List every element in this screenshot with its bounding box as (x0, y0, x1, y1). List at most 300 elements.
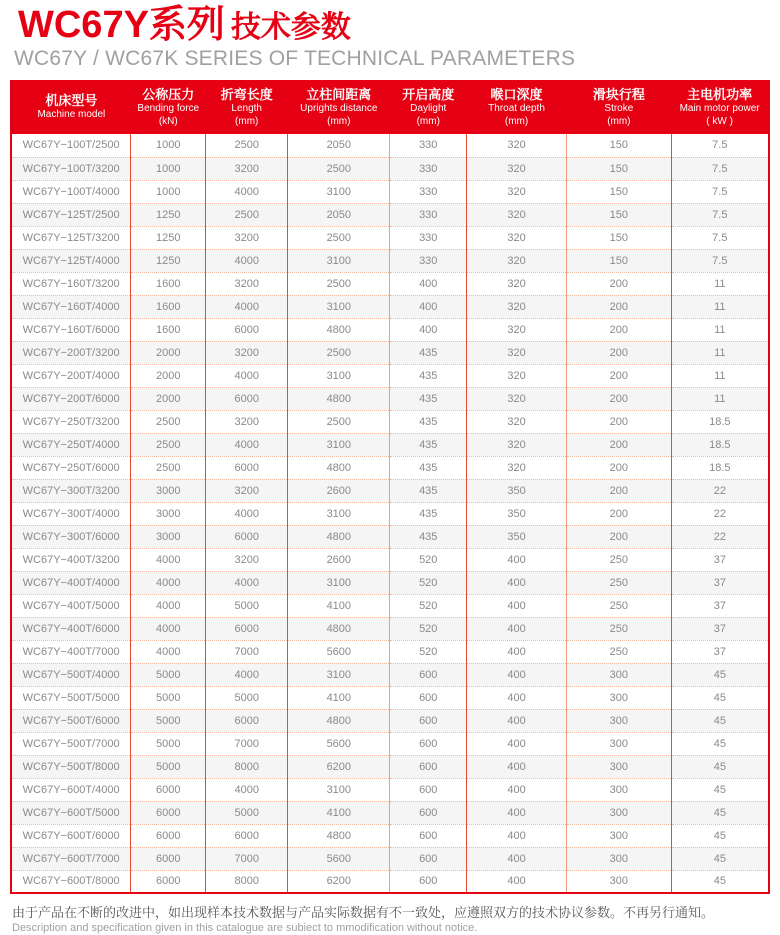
cell-throat_depth: 350 (467, 479, 567, 502)
cell-model: WC67Y−250T/3200 (11, 410, 131, 433)
cell-length: 3200 (206, 157, 288, 180)
cell-main_motor_power: 7.5 (671, 180, 769, 203)
cell-main_motor_power: 11 (671, 295, 769, 318)
cell-model: WC67Y−400T/7000 (11, 640, 131, 663)
cell-model: WC67Y−200T/4000 (11, 364, 131, 387)
cell-daylight: 600 (390, 870, 467, 893)
cell-uprights_distance: 6200 (288, 870, 390, 893)
cell-length: 7000 (206, 732, 288, 755)
cell-bending_force: 2500 (131, 410, 206, 433)
cell-stroke: 150 (567, 249, 672, 272)
cell-uprights_distance: 2050 (288, 134, 390, 157)
cell-daylight: 330 (390, 203, 467, 226)
table-row (11, 134, 769, 157)
cell-stroke: 300 (567, 709, 672, 732)
cell-stroke: 150 (567, 180, 672, 203)
cell-length: 4000 (206, 502, 288, 525)
cell-stroke: 250 (567, 617, 672, 640)
table-row (11, 548, 769, 571)
cell-stroke: 200 (567, 318, 672, 341)
cell-main_motor_power: 37 (671, 594, 769, 617)
cell-uprights_distance: 5600 (288, 640, 390, 663)
cell-bending_force: 5000 (131, 732, 206, 755)
table-row (11, 272, 769, 295)
cell-bending_force: 6000 (131, 847, 206, 870)
cell-throat_depth: 400 (467, 686, 567, 709)
cell-model: WC67Y−400T/5000 (11, 594, 131, 617)
cell-stroke: 300 (567, 824, 672, 847)
cell-uprights_distance: 4800 (288, 709, 390, 732)
cell-stroke: 150 (567, 203, 672, 226)
table-row (11, 594, 769, 617)
table-row (11, 778, 769, 801)
table-row (11, 456, 769, 479)
cell-daylight: 520 (390, 640, 467, 663)
table-row (11, 617, 769, 640)
cell-length: 3200 (206, 548, 288, 571)
cell-daylight: 400 (390, 295, 467, 318)
cell-uprights_distance: 3100 (288, 502, 390, 525)
cell-daylight: 435 (390, 456, 467, 479)
cell-daylight: 435 (390, 479, 467, 502)
cell-uprights_distance: 4800 (288, 387, 390, 410)
cell-main_motor_power: 45 (671, 801, 769, 824)
cell-daylight: 330 (390, 180, 467, 203)
cell-main_motor_power: 18.5 (671, 433, 769, 456)
cell-length: 5000 (206, 801, 288, 824)
table-row (11, 640, 769, 663)
cell-model: WC67Y−125T/4000 (11, 249, 131, 272)
cell-length: 6000 (206, 525, 288, 548)
cell-stroke: 200 (567, 479, 672, 502)
cell-daylight: 600 (390, 709, 467, 732)
title-series: WC67Y系列 (18, 4, 225, 46)
cell-uprights_distance: 3100 (288, 364, 390, 387)
cell-stroke: 300 (567, 870, 672, 893)
cell-throat_depth: 350 (467, 502, 567, 525)
cell-uprights_distance: 2600 (288, 548, 390, 571)
cell-uprights_distance: 3100 (288, 778, 390, 801)
cell-bending_force: 4000 (131, 594, 206, 617)
cell-model: WC67Y−600T/5000 (11, 801, 131, 824)
cell-daylight: 600 (390, 801, 467, 824)
cell-stroke: 250 (567, 571, 672, 594)
col-header-length: 折弯长度 Length (mm) (206, 81, 288, 134)
table-row (11, 433, 769, 456)
cell-stroke: 300 (567, 778, 672, 801)
cell-throat_depth: 400 (467, 732, 567, 755)
table-row (11, 341, 769, 364)
cell-bending_force: 1600 (131, 295, 206, 318)
cell-main_motor_power: 7.5 (671, 226, 769, 249)
cell-stroke: 150 (567, 157, 672, 180)
cell-model: WC67Y−400T/3200 (11, 548, 131, 571)
table-row (11, 226, 769, 249)
cell-model: WC67Y−300T/6000 (11, 525, 131, 548)
cell-uprights_distance: 4800 (288, 525, 390, 548)
table-row (11, 318, 769, 341)
cell-model: WC67Y−600T/8000 (11, 870, 131, 893)
cell-main_motor_power: 7.5 (712, 139, 728, 152)
cell-main_motor_power: 37 (671, 617, 769, 640)
page-subtitle: WC67Y / WC67K SERIES OF TECHNICAL PARAMETERS (14, 46, 576, 70)
page-title (18, 6, 770, 45)
cell-uprights_distance: 2600 (288, 479, 390, 502)
cell-main_motor_power: 37 (671, 548, 769, 571)
cell-uprights_distance: 4800 (288, 824, 390, 847)
col-header-stroke: 滑块行程 Stroke (mm) (567, 81, 672, 134)
cell-model: WC67Y−125T/3200 (11, 226, 131, 249)
table-row (11, 249, 769, 272)
cell-uprights_distance: 4100 (288, 801, 390, 824)
table-row (11, 525, 769, 548)
cell-throat_depth: 320 (467, 203, 567, 226)
cell-model: WC67Y−600T/4000 (11, 778, 131, 801)
cell-stroke: 200 (567, 433, 672, 456)
cell-throat_depth: 400 (467, 640, 567, 663)
cell-throat_depth: 400 (467, 663, 567, 686)
cell-throat_depth: 320 (467, 433, 567, 456)
cell-uprights_distance: 2500 (288, 341, 390, 364)
spec-table (10, 80, 770, 894)
cell-throat_depth: 320 (467, 272, 567, 295)
cell-throat_depth: 400 (467, 709, 567, 732)
cell-main_motor_power: 22 (671, 479, 769, 502)
cell-throat_depth: 400 (467, 755, 567, 778)
table-row (11, 479, 769, 502)
cell-length: 7000 (206, 847, 288, 870)
title-suffix: 技术参数 (230, 11, 351, 44)
cell-throat_depth: 400 (467, 778, 567, 801)
cell-length: 2500 (206, 203, 288, 226)
cell-bending_force: 1250 (131, 249, 206, 272)
cell-daylight: 435 (390, 433, 467, 456)
cell-bending_force: 4000 (131, 548, 206, 571)
cell-bending_force: 2500 (131, 433, 206, 456)
cell-model: WC67Y−300T/4000 (11, 502, 131, 525)
table-row (11, 387, 769, 410)
cell-daylight: 520 (390, 594, 467, 617)
cell-bending_force: 1000 (131, 180, 206, 203)
cell-main_motor_power: 18.5 (671, 410, 769, 433)
cell-main_motor_power: 45 (671, 663, 769, 686)
cell-main_motor_power: 45 (671, 755, 769, 778)
cell-daylight: 330 (390, 226, 467, 249)
cell-length: 4000 (206, 663, 288, 686)
cell-length: 6000 (206, 387, 288, 410)
cell-throat_depth: 320 (467, 157, 567, 180)
cell-uprights_distance: 3100 (288, 249, 390, 272)
spec-table-body (11, 134, 769, 893)
cell-bending_force: 1000 (131, 157, 206, 180)
cell-model: WC67Y−125T/2500 (11, 203, 131, 226)
cell-length: 8000 (206, 870, 288, 893)
cell-bending_force: 5000 (131, 755, 206, 778)
col-header-bending_force: 公称压力 Bending force (kN) (131, 81, 206, 134)
cell-stroke: 150 (567, 134, 672, 157)
cell-model: WC67Y−160T/4000 (11, 295, 131, 318)
cell-main_motor_power: 22 (671, 525, 769, 548)
table-row (11, 203, 769, 226)
table-row (11, 157, 769, 180)
cell-stroke: 200 (567, 410, 672, 433)
cell-throat_depth: 320 (467, 364, 567, 387)
cell-bending_force: 3000 (131, 502, 206, 525)
cell-model: WC67Y−500T/4000 (11, 663, 131, 686)
cell-uprights_distance: 5600 (288, 732, 390, 755)
cell-length: 4000 (206, 249, 288, 272)
cell-length: 4000 (206, 295, 288, 318)
cell-length: 8000 (206, 755, 288, 778)
cell-stroke: 300 (567, 732, 672, 755)
table-row (11, 709, 769, 732)
cell-throat_depth: 320 (467, 226, 567, 249)
cell-uprights_distance: 3100 (288, 180, 390, 203)
cell-length: 5000 (206, 686, 288, 709)
cell-length: 2500 (206, 134, 288, 157)
cell-length: 4000 (206, 778, 288, 801)
cell-daylight: 435 (390, 410, 467, 433)
cell-length: 6000 (206, 318, 288, 341)
cell-model: WC67Y−500T/6000 (11, 709, 131, 732)
cell-bending_force: 2000 (131, 364, 206, 387)
cell-main_motor_power: 37 (671, 640, 769, 663)
cell-model: WC67Y−500T/5000 (11, 686, 131, 709)
cell-throat_depth: 400 (467, 870, 567, 893)
cell-stroke: 250 (567, 640, 672, 663)
page-header (10, 0, 770, 71)
table-row (11, 732, 769, 755)
cell-length: 7000 (206, 640, 288, 663)
cell-daylight: 400 (390, 272, 467, 295)
cell-uprights_distance: 2050 (288, 203, 390, 226)
cell-daylight: 600 (390, 686, 467, 709)
cell-stroke: 200 (567, 295, 672, 318)
cell-throat_depth: 400 (467, 801, 567, 824)
cell-daylight: 600 (390, 778, 467, 801)
cell-main_motor_power: 45 (671, 778, 769, 801)
cell-throat_depth: 400 (467, 571, 567, 594)
cell-stroke: 250 (567, 548, 672, 571)
cell-stroke: 250 (567, 594, 672, 617)
cell-length: 3200 (206, 226, 288, 249)
table-row (11, 847, 769, 870)
cell-throat_depth: 320 (467, 341, 567, 364)
cell-daylight: 435 (390, 502, 467, 525)
cell-main_motor_power: 45 (671, 732, 769, 755)
cell-daylight: 520 (390, 548, 467, 571)
cell-bending_force: 6000 (131, 824, 206, 847)
cell-uprights_distance: 3100 (288, 433, 390, 456)
cell-main_motor_power: 7.5 (671, 249, 769, 272)
cell-model: WC67Y−100T/3200 (11, 157, 131, 180)
cell-uprights_distance: 4100 (288, 686, 390, 709)
table-row (11, 686, 769, 709)
cell-throat_depth: 320 (467, 456, 567, 479)
cell-main_motor_power: 7.5 (671, 157, 769, 180)
cell-main_motor_power: 11 (671, 341, 769, 364)
table-row (11, 870, 769, 893)
cell-bending_force: 3000 (131, 525, 206, 548)
cell-bending_force: 4000 (131, 571, 206, 594)
cell-length: 3200 (206, 272, 288, 295)
cell-length: 4000 (206, 180, 288, 203)
cell-uprights_distance: 2500 (288, 226, 390, 249)
cell-stroke: 200 (567, 341, 672, 364)
cell-model: WC67Y−200T/3200 (11, 341, 131, 364)
cell-daylight: 520 (390, 571, 467, 594)
cell-uprights_distance: 3100 (288, 571, 390, 594)
cell-model: WC67Y−600T/6000 (11, 824, 131, 847)
cell-daylight: 330 (390, 134, 467, 157)
cell-throat_depth: 400 (467, 548, 567, 571)
cell-bending_force: 5000 (131, 709, 206, 732)
cell-main_motor_power: 45 (671, 686, 769, 709)
cell-length: 6000 (206, 617, 288, 640)
cell-main_motor_power: 11 (671, 272, 769, 295)
table-row (11, 755, 769, 778)
col-header-throat_depth: 喉口深度 Throat depth (mm) (467, 81, 567, 134)
cell-uprights_distance: 2500 (288, 272, 390, 295)
cell-uprights_distance: 4800 (288, 318, 390, 341)
cell-main_motor_power: 45 (671, 847, 769, 870)
cell-stroke: 200 (567, 272, 672, 295)
cell-throat_depth: 320 (467, 134, 567, 157)
cell-daylight: 600 (390, 847, 467, 870)
cell-uprights_distance: 6200 (288, 755, 390, 778)
cell-bending_force: 3000 (131, 479, 206, 502)
cell-throat_depth: 320 (467, 249, 567, 272)
cell-stroke: 200 (567, 525, 672, 548)
cell-main_motor_power: 45 (671, 709, 769, 732)
table-row (11, 801, 769, 824)
cell-bending_force: 6000 (131, 778, 206, 801)
cell-model: WC67Y−400T/4000 (11, 571, 131, 594)
page-footer (10, 894, 770, 935)
cell-daylight: 600 (390, 755, 467, 778)
cell-model: WC67Y−160T/6000 (11, 318, 131, 341)
cell-daylight: 435 (390, 387, 467, 410)
cell-main_motor_power: 18.5 (671, 456, 769, 479)
cell-model: WC67Y−160T/3200 (11, 272, 131, 295)
cell-uprights_distance: 2500 (288, 410, 390, 433)
footer-note-en: Description and specification given in this catalogue are subiect to mmodification without notice. (12, 921, 478, 934)
cell-daylight: 435 (390, 341, 467, 364)
cell-bending_force: 1600 (131, 272, 206, 295)
cell-throat_depth: 400 (467, 617, 567, 640)
cell-length: 6000 (206, 824, 288, 847)
cell-throat_depth: 320 (467, 318, 567, 341)
cell-daylight: 600 (390, 732, 467, 755)
cell-main_motor_power: 11 (671, 387, 769, 410)
cell-throat_depth: 320 (467, 410, 567, 433)
cell-length: 4000 (206, 433, 288, 456)
cell-model: WC67Y−300T/3200 (11, 479, 131, 502)
cell-bending_force: 6000 (131, 801, 206, 824)
cell-bending_force: 2000 (131, 341, 206, 364)
cell-bending_force: 1250 (131, 203, 206, 226)
cell-daylight: 330 (390, 157, 467, 180)
cell-model: WC67Y−500T/7000 (11, 732, 131, 755)
cell-uprights_distance: 4800 (288, 617, 390, 640)
cell-throat_depth: 320 (467, 180, 567, 203)
cell-throat_depth: 400 (467, 594, 567, 617)
cell-daylight: 435 (390, 525, 467, 548)
cell-stroke: 300 (567, 847, 672, 870)
cell-bending_force: 4000 (131, 617, 206, 640)
cell-model: WC67Y−200T/6000 (11, 387, 131, 410)
cell-uprights_distance: 4800 (288, 456, 390, 479)
cell-model: WC67Y−600T/7000 (11, 847, 131, 870)
cell-daylight: 400 (390, 318, 467, 341)
cell-bending_force: 5000 (131, 663, 206, 686)
col-header-model: 机床型号 Machine model (11, 81, 131, 134)
spec-table-header (11, 81, 769, 134)
cell-bending_force: 1600 (131, 318, 206, 341)
cell-bending_force: 4000 (131, 640, 206, 663)
cell-uprights_distance: 4100 (288, 594, 390, 617)
cell-main_motor_power: 7.5 (671, 203, 769, 226)
cell-daylight: 600 (390, 663, 467, 686)
cell-stroke: 300 (567, 755, 672, 778)
cell-main_motor_power: 11 (671, 318, 769, 341)
table-row (11, 180, 769, 203)
cell-main_motor_power: 37 (671, 571, 769, 594)
cell-model: WC67Y−250T/6000 (11, 456, 131, 479)
cell-stroke: 200 (567, 502, 672, 525)
cell-uprights_distance: 3100 (288, 663, 390, 686)
cell-length: 4000 (206, 364, 288, 387)
footer-note-zh: 由于产品在不断的改进中，如出现样本技术数据与产品实际数据有不一致处，应遵照双方的技术协议参数。不再另行通知。 (12, 905, 715, 920)
cell-model: WC67Y−250T/4000 (11, 433, 131, 456)
cell-stroke: 200 (567, 387, 672, 410)
cell-bending_force: 2000 (131, 387, 206, 410)
table-row (11, 502, 769, 525)
cell-stroke: 300 (567, 801, 672, 824)
cell-uprights_distance: 2500 (288, 157, 390, 180)
cell-length: 6000 (206, 709, 288, 732)
cell-main_motor_power: 45 (671, 824, 769, 847)
cell-stroke: 200 (567, 456, 672, 479)
col-header-daylight: 开启高度 Daylight (mm) (390, 81, 467, 134)
cell-throat_depth: 400 (467, 824, 567, 847)
cell-model: WC67Y−100T/4000 (11, 180, 131, 203)
cell-main_motor_power: 22 (671, 502, 769, 525)
cell-length: 6000 (206, 456, 288, 479)
cell-bending_force: 5000 (131, 686, 206, 709)
col-header-uprights_distance: 立柱间距离 Uprights distance (mm) (288, 81, 390, 134)
cell-main_motor_power: 11 (671, 364, 769, 387)
cell-stroke: 300 (567, 663, 672, 686)
table-row (11, 364, 769, 387)
cell-bending_force: 1250 (131, 226, 206, 249)
cell-length: 3200 (206, 341, 288, 364)
table-row (11, 410, 769, 433)
cell-length: 3200 (206, 410, 288, 433)
table-row (11, 571, 769, 594)
cell-stroke: 150 (567, 226, 672, 249)
cell-daylight: 435 (390, 364, 467, 387)
col-header-main_motor_power: 主电机功率 Main motor power ( kW ) (671, 81, 769, 134)
cell-daylight: 330 (390, 249, 467, 272)
cell-length: 3200 (206, 479, 288, 502)
cell-bending_force: 1000 (131, 134, 206, 157)
cell-model: WC67Y−500T/8000 (11, 755, 131, 778)
cell-bending_force: 6000 (131, 870, 206, 893)
table-row (11, 663, 769, 686)
table-row (11, 295, 769, 318)
cell-daylight: 600 (390, 824, 467, 847)
